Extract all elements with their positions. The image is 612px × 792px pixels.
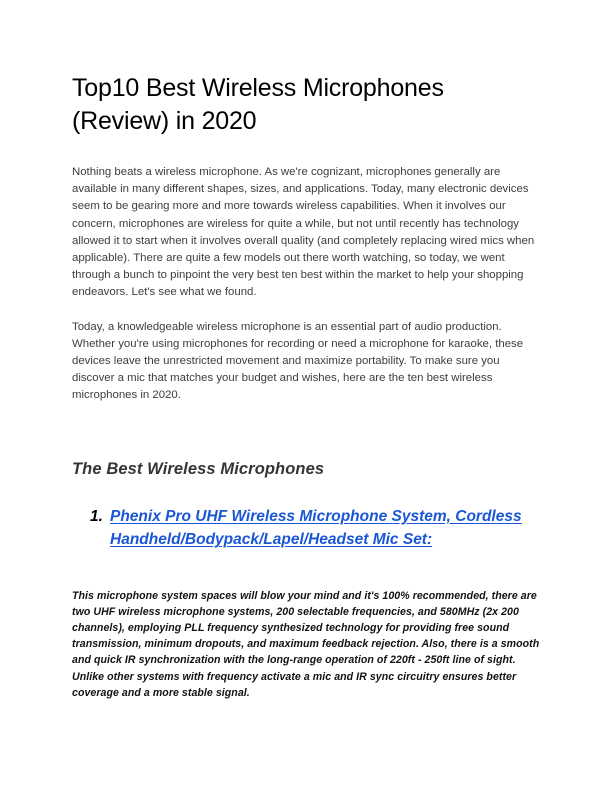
- product-list: [72, 505, 540, 552]
- product-description-phenix-pro-uhf: This microphone system spaces will blow your mind and it's 100% recommended, there are two UHF wireless microphone systems, 200 selectable frequencies, and 580MHz (2x 200 channels), employing PLL frequency synthesized technology for providing free sound transmission, minimum dropouts, and maximum feedback rejection. Also, there is a smooth and quick IR synchronization with the long-range operation of 220ft - 250ft line of sight. Unlike other systems with frequency activate a mic and IR sync circuitry ensures better coverage and a more stable signal.: [72, 589, 540, 699]
- product-link-phenix-pro-uhf[interactable]: Phenix Pro UHF Wireless Microphone System, Cordless Handheld/Bodypack/Lapel/Headset Mic Set:: [110, 507, 522, 549]
- list-item-number: 1.: [90, 507, 103, 525]
- section-heading-best-wireless-microphones: The Best Wireless Microphones: [72, 459, 325, 478]
- list-item: [72, 505, 540, 552]
- intro-paragraph-2: Today, a knowledgeable wireless microphone is an essential part of audio production. Whether you're using microphones for recording or need a microphone for karaoke, these devices leave the unrestricted movement and maximize portability. To make sure you discover a mic that matches your budget and wishes, here are the ten best wireless microphones in 2020.: [72, 320, 524, 402]
- page-title: Top10 Best Wireless Microphones (Review) in 2020: [72, 74, 444, 135]
- intro-paragraph-1: Nothing beats a wireless microphone. As we're cognizant, microphones generally are available in many different shapes, sizes, and applications. Today, many electronic devices seem to be gearing more and more towards wireless capabilities. When it involves our concern, microphones are wireless for quite a while, but not until recently has technology allowed it to start when it involves overall quality (and completely replacing wired mics when applicable). There are quite a few models out there worth watching, so today, we went through a bunch to pinpoint the very best ten best within the market to help your shopping endeavors. Let's see what we found.: [72, 166, 535, 299]
